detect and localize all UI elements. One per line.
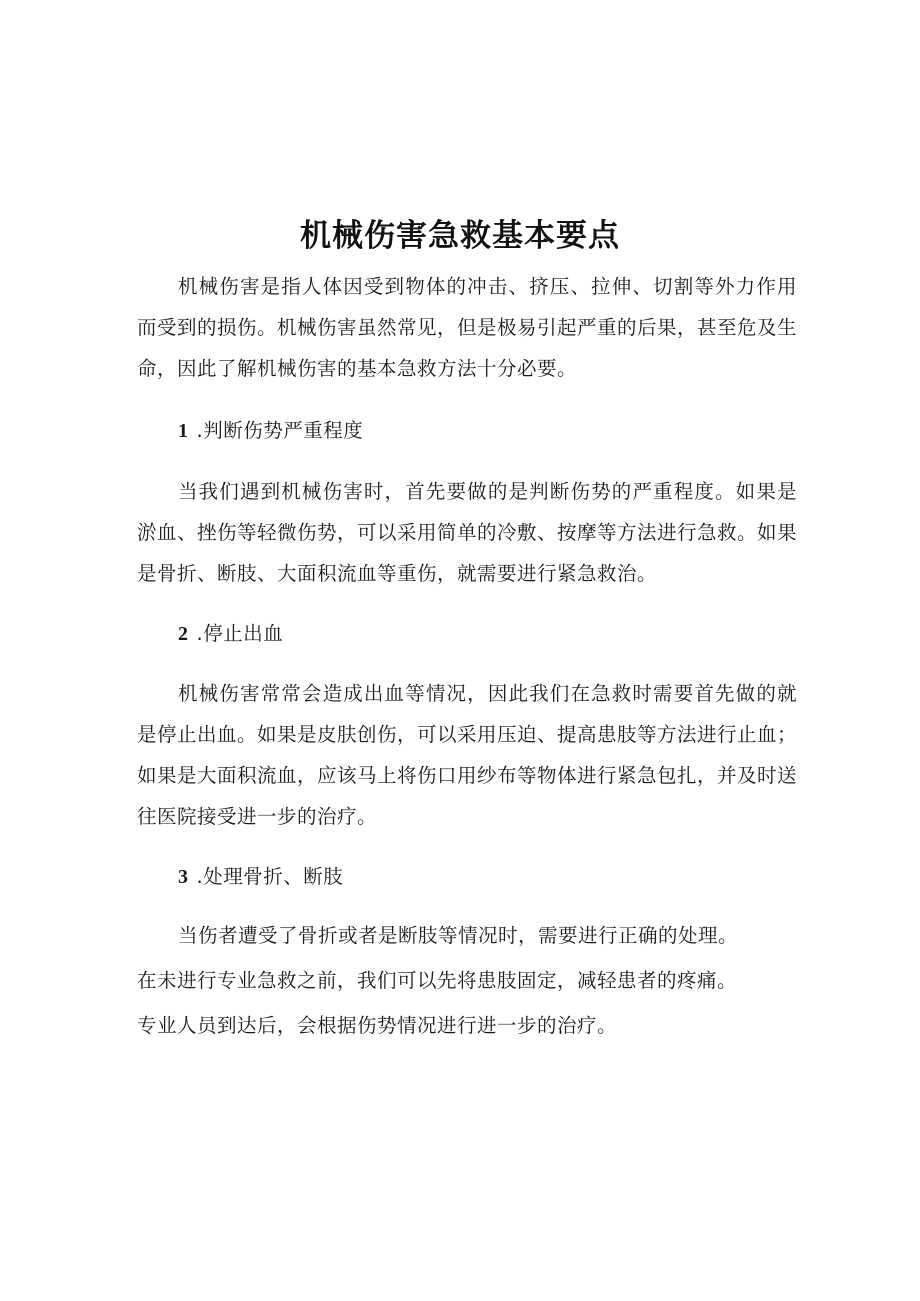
section-heading-1	[178, 416, 363, 446]
section-1-paragraph: 当我们遇到机械伤害时，首先要做的是判断伤势的严重程度。如果是淤血、挫伤等轻微伤势，可以采用简单的冷敷、按摩等方法进行急救。如果是骨折、断肢、大面积流血等重伤，就需要进行紧急救治。	[137, 480, 798, 585]
intro-paragraph: 机械伤害是指人体因受到物体的冲击、挤压、拉伸、切割等外力作用而受到的损伤。机械伤害虽然常见，但是极易引起严重的后果，甚至危及生命，因此了解机械伤害的基本急救方法十分必要。	[137, 275, 798, 380]
section-heading-text: .停止出血	[196, 622, 284, 645]
section-number: 1	[178, 420, 189, 442]
section-3-line: 当伤者遭受了骨折或者是断肢等情况时，需要进行正确的处理。	[178, 924, 739, 947]
section-heading-text: .处理骨折、断肢	[196, 865, 344, 888]
section-3-line: 在未进行专业急救之前，我们可以先将患肢固定，减轻患者的疼痛。	[137, 969, 738, 992]
section-heading-3	[178, 862, 343, 892]
section-number: 3	[178, 866, 189, 888]
section-number: 2	[178, 623, 189, 645]
document-title: 机械伤害急救基本要点	[300, 218, 620, 254]
section-heading-2	[178, 619, 283, 649]
section-3-line: 专业人员到达后，会根据伤势情况进行进一步的治疗。	[137, 1014, 618, 1037]
section-2-paragraph: 机械伤害常常会造成出血等情况，因此我们在急救时需要首先做的就是停止出血。如果是皮肤创伤，可以采用压迫、提高患肢等方法进行止血；如果是大面积流血，应该马上将伤口用纱布等物体进行紧急包扎，并及时送往医院接受进一步的治疗。	[137, 682, 798, 828]
section-heading-text: .判断伤势严重程度	[196, 419, 364, 442]
